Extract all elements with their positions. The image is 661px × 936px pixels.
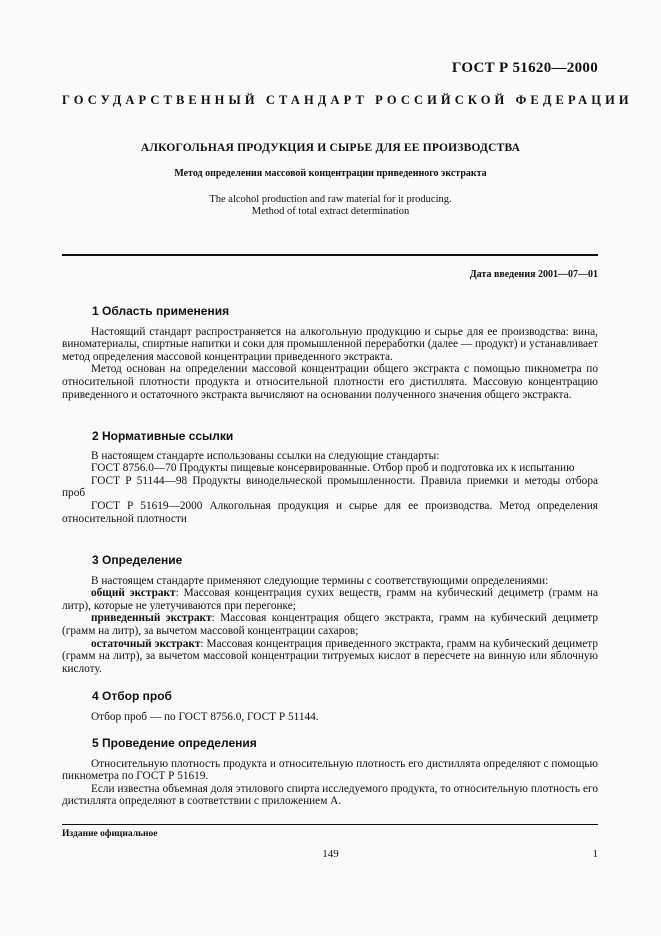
term-total-extract: общий экстракт — [91, 587, 176, 600]
english-title-line-2: Method of total extract determination — [251, 206, 410, 217]
section-4 — [62, 690, 598, 723]
english-title-line-1: The alcohol production and raw material for it producing. — [209, 194, 452, 205]
official-edition-label: Издание официальное — [62, 829, 158, 839]
definition-reduced-extract — [62, 612, 598, 637]
document-code: ГОСТ Р 51620—2000 — [451, 60, 598, 76]
reference-gost-8756: ГОСТ 8756.0—70 Продукты пищевые консервированные. Отбор проб и подготовка их к испытанию — [91, 462, 575, 475]
section-5-heading: 5 Проведение определения — [92, 736, 257, 750]
section-1-heading: 1 Область применения — [92, 304, 230, 318]
section-2 — [62, 430, 598, 525]
definition-residual-extract — [62, 638, 598, 676]
definition-text: : Массовая концентрация сухих веществ, грамм на кубический дециметр (грамм на литр), которые не улетучиваются при перегонке; — [62, 587, 598, 612]
section-3-heading: 3 Определение — [92, 553, 183, 567]
introduction-date: Дата введения 2001—07—01 — [469, 269, 598, 280]
definition-text: : Массовая концентрация приведенного экстракта, грамм на кубический дециметр (грамм на литр), за вычетом массовой концентрации титруемых кислот в пересчете на винную или яблочную кислоту. — [62, 637, 599, 675]
page-number: 149 — [322, 848, 339, 860]
section-5-paragraph-2: Если известна объемная доля этилового спирта исследуемого продукта, то относительную плотность его дистиллята определяют в соответствии с приложением А. — [62, 782, 598, 808]
section-1-paragraph-1: Настоящий стандарт распространяется на алкогольную продукцию и сырье для ее производства: вина, виноматериалы, спиртные напитки и соки для промышленной переработки (далее — продукт) и устанавливает метод определения массовой концентрации приведенного экстракта. — [62, 325, 598, 363]
section-4-paragraph-1: Отбор проб — по ГОСТ 8756.0, ГОСТ Р 51144. — [91, 710, 319, 723]
section-4-heading: 4 Отбор проб — [92, 689, 172, 703]
section-3-paragraph-1: В настоящем стандарте применяют следующие термины с соответствующими определениями: — [91, 574, 549, 587]
term-reduced-extract: приведенный экстракт — [91, 612, 212, 625]
state-standard-heading: ГОСУДАРСТВЕННЫЙ СТАНДАРТ РОССИЙСКОЙ ФЕДЕРАЦИИ — [62, 93, 633, 107]
definition-text: : Массовая концентрация общего экстракта, грамм на кубический дециметр (грамм на литр), за вычетом массовой концентрации сахаров; — [62, 612, 599, 637]
section-1-paragraph-2: Метод основан на определении массовой концентрации общего экстракта с помощью пикнометра по относительной плотности продукта и относительной плотности его дистиллята. Массовую концентрацию приведенного и остаточного экстракта вычисляют на основании полученного значения общего экстракта. — [62, 363, 598, 401]
section-5 — [62, 737, 598, 808]
section-3 — [62, 554, 598, 675]
reference-gost-51144: ГОСТ Р 51144—98 Продукты винодельческой промышленности. Правила приемки и методы отбора проб — [62, 474, 598, 500]
reference-gost-51619: ГОСТ Р 51619—2000 Алкогольная продукция и сырье для ее производства. Метод определения относительной плотности — [62, 499, 598, 525]
document-title: АЛКОГОЛЬНАЯ ПРОДУКЦИЯ И СЫРЬЕ ДЛЯ ЕЕ ПРОИЗВОДСТВА — [140, 142, 521, 154]
section-5-paragraph-1: Относительную плотность продукта и относительную плотность его дистиллята определяют с помощью пикнометра по ГОСТ Р 51619. — [62, 757, 598, 783]
sheet-number: 1 — [592, 848, 598, 860]
section-2-paragraph-1: В настоящем стандарте использованы ссылки на следующие стандарты: — [91, 449, 440, 462]
section-2-heading: 2 Нормативные ссылки — [92, 429, 234, 443]
section-1 — [62, 305, 598, 401]
footer-divider — [62, 824, 598, 825]
document-subtitle: Метод определения массовой концентрации приведенного экстракта — [174, 168, 487, 179]
title-divider — [62, 254, 598, 256]
term-residual-extract: остаточный экстракт — [91, 637, 201, 650]
definition-total-extract — [62, 587, 598, 612]
